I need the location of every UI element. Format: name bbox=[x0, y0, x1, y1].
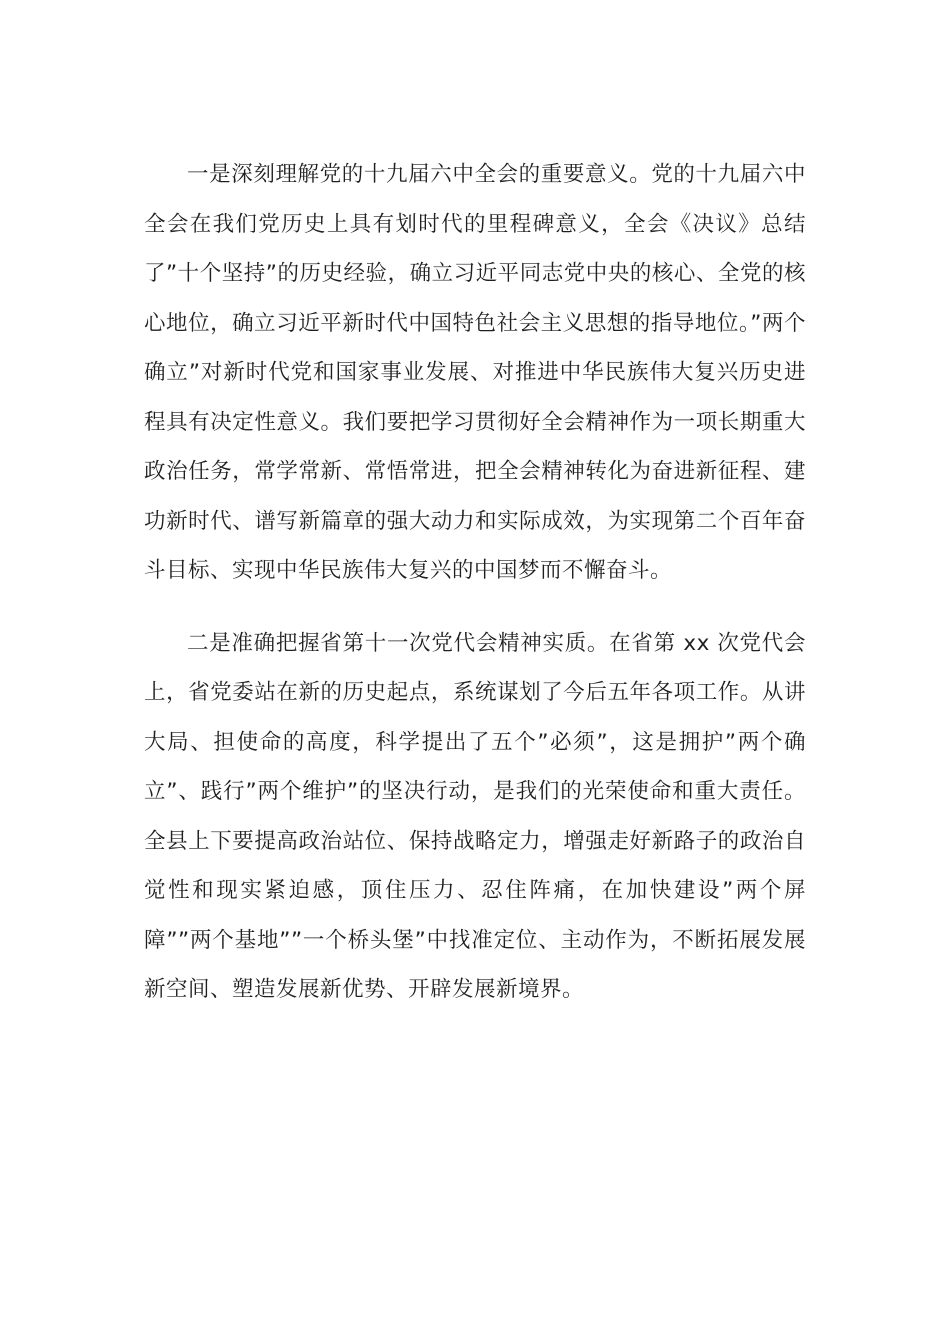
paragraph-1: 一是深刻理解党的十九届六中全会的重要意义。党的十九届六中全会在我们党历史上具有划时代的里程碑意义，全会《决议》总结了”十个坚持”的历史经验，确立习近平同志党中央的核心、全党的核心地位，确立习近平新时代中国特色社会主义思想的指导地位。”两个确立”对新时代党和国家事业发展、对推进中华民族伟大复兴历史进程具有决定性意义。我们要把学习贯彻好全会精神作为一项长期重大政治任务，常学常新、常悟常进，把全会精神转化为奋进新征程、建功新时代、谱写新篇章的强大动力和实际成效，为实现第二个百年奋斗目标、实现中华民族伟大复兴的中国梦而不懈奋斗。 bbox=[144, 162, 806, 583]
paragraph-2: 二是准确把握省第十一次党代会精神实质。在省第 xx 次党代会上，省党委站在新的历史起点，系统谋划了今后五年各项工作。从讲大局、担使命的高度，科学提出了五个”必须”，这是拥护”两个确立”、践行”两个维护”的坚决行动，是我们的光荣使命和重大责任。全县上下要提高政治站位、保持战略定力，增强走好新路子的政治自觉性和现实紧迫感，顶住压力、忍住阵痛，在加快建设”两个屏障””两个基地””一个桥头堡”中找准定位、主动作为，不断拓展发展新空间、塑造发展新优势、开辟发展新境界。 bbox=[144, 630, 806, 1002]
document-body bbox=[144, 150, 806, 1015]
